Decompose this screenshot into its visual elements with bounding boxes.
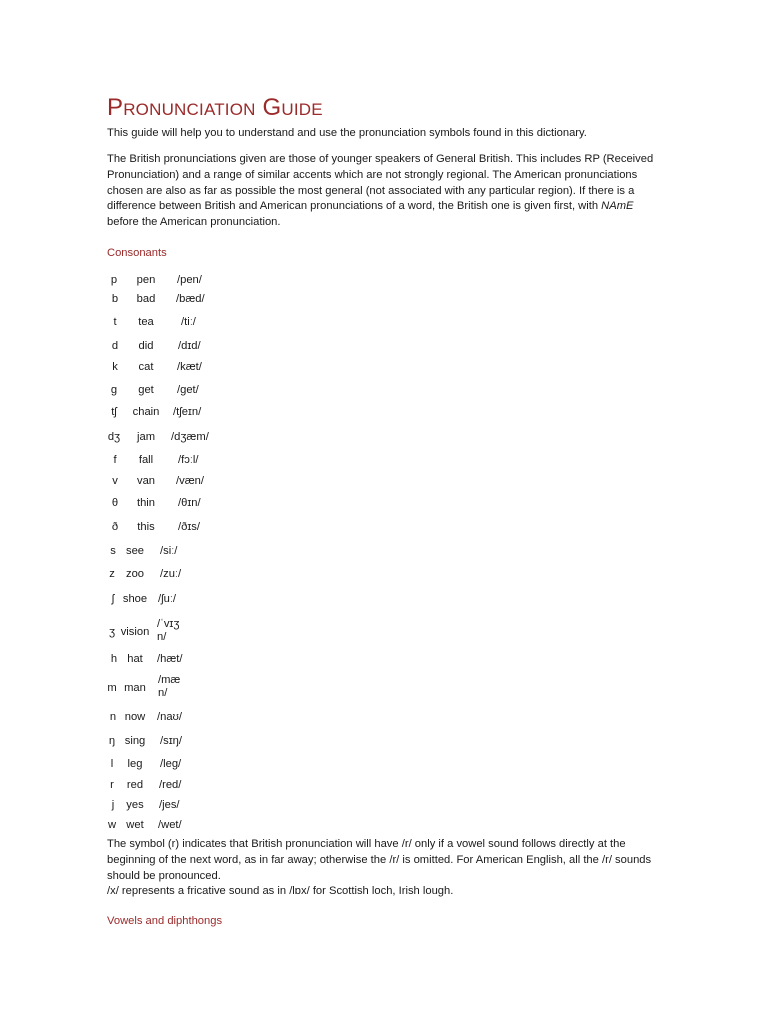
consonant-row [0, 618, 260, 643]
consonant-example-word: yes [126, 799, 144, 811]
consonant-example-word: zoo [125, 568, 145, 580]
consonant-row [0, 521, 260, 541]
consonant-symbol: ð [111, 521, 119, 533]
consonant-transcription: /ʃuː/ [158, 593, 177, 605]
consonant-row [0, 340, 260, 360]
r-symbol-note: The symbol (r) indicates that British pronunciation will have /r/ only if a vowel sound follows directly at the beginning of the next word, as in far away; otherwise the /r/ is omitted. For American English, all the /r/ sounds should be pronounced. [107, 838, 652, 882]
consonant-example-word: thin [136, 497, 156, 509]
consonant-row [0, 568, 260, 588]
consonant-row [0, 545, 260, 565]
consonant-transcription: /ɡet/ [177, 384, 199, 396]
consonant-symbol: v [112, 475, 118, 487]
consonant-row [0, 454, 260, 474]
consonant-row [0, 431, 260, 451]
consonant-row [0, 819, 260, 839]
consonant-symbol: θ [111, 497, 119, 509]
consonant-transcription: /θɪn/ [178, 497, 201, 509]
consonant-transcription: /jes/ [159, 799, 180, 811]
consonant-row [0, 497, 260, 517]
consonant-transcription: /wet/ [158, 819, 182, 831]
consonant-symbol: ɡ [110, 384, 118, 396]
consonant-transcription: /siː/ [160, 545, 178, 557]
consonant-symbol: w [107, 819, 117, 831]
consonant-example-word: this [137, 521, 155, 533]
consonant-row [0, 361, 260, 381]
consonant-symbol: f [113, 454, 117, 466]
consonant-example-word: cat [138, 361, 154, 373]
x-symbol-note: /x/ represents a fricative sound as in /lɒx/ for Scottish loch, Irish lough. [107, 885, 454, 897]
consonant-example-word: jam [136, 431, 156, 443]
consonant-symbol: l [110, 758, 114, 770]
consonant-example-word: sing [124, 735, 146, 747]
consonant-transcription: /tʃeɪn/ [173, 406, 202, 418]
consonant-row [0, 674, 260, 699]
consonant-symbol: d [111, 340, 119, 352]
consonant-symbol: m [107, 682, 117, 694]
consonant-row [0, 475, 260, 495]
consonant-transcription: /mæn/ [158, 674, 181, 699]
consonant-row [0, 293, 260, 313]
consonant-example-word: now [124, 711, 146, 723]
consonant-transcription: /kæt/ [177, 361, 202, 373]
consonant-symbol: ʃ [111, 593, 115, 605]
consonant-symbol: r [110, 779, 114, 791]
consonant-row [0, 758, 260, 778]
name-label: NAmE [601, 200, 634, 213]
consonant-symbol: z [109, 568, 115, 580]
consonant-transcription: /zuː/ [160, 568, 182, 580]
consonant-row [0, 384, 260, 404]
consonant-row [0, 316, 260, 336]
consonants-heading: Consonants [107, 247, 167, 259]
consonant-symbol: j [111, 799, 115, 811]
consonant-transcription: /red/ [159, 779, 182, 791]
consonant-transcription: /leɡ/ [160, 758, 182, 770]
consonant-example-word: bad [136, 293, 156, 305]
consonant-example-word: chain [132, 406, 160, 418]
consonant-example-word: fall [138, 454, 154, 466]
consonant-symbol: tʃ [111, 406, 117, 418]
british-text-after: before the American pronunciation. [107, 216, 281, 229]
consonant-example-word: leg [127, 758, 143, 770]
consonant-row [0, 653, 260, 673]
consonant-symbol: k [112, 361, 118, 373]
consonant-symbol: ʒ [108, 626, 116, 638]
consonant-transcription: /sɪŋ/ [160, 735, 183, 747]
consonant-example-word: shoe [122, 593, 148, 605]
consonant-example-word: pen [136, 274, 156, 286]
british-pronunciation-paragraph [107, 152, 667, 231]
consonant-symbol: t [113, 316, 117, 328]
vowels-heading: Vowels and diphthongs [107, 915, 223, 927]
consonant-row [0, 274, 260, 294]
consonant-transcription: /ˈvɪʒn/ [157, 618, 180, 643]
consonant-example-word: vision [120, 626, 150, 638]
consonant-symbol: n [109, 711, 117, 723]
consonant-row [0, 711, 260, 731]
british-text-before: The British pronunciations given are those of younger speakers of General British. This includes RP (Received Pronunciation) and a range of similar accents which are not strongly regional. The American pronunciations chosen are also as far as possible the most general (not associated with any particular region). If there is a difference between British and American pronunciations of a word, the British one is given first, with [107, 153, 654, 213]
consonant-transcription: /væn/ [176, 475, 204, 487]
consonant-example-word: hat [127, 653, 143, 665]
consonant-example-word: red [126, 779, 144, 791]
consonant-row [0, 799, 260, 819]
consonant-symbol: b [111, 293, 119, 305]
consonant-row [0, 406, 260, 426]
consonant-symbol: s [110, 545, 116, 557]
consonant-symbol: dʒ [107, 431, 121, 443]
consonant-example-word: did [138, 340, 154, 352]
consonant-example-word: tea [138, 316, 154, 328]
consonant-row [0, 593, 260, 613]
consonant-transcription: /ðɪs/ [178, 521, 201, 533]
consonant-row [0, 735, 260, 755]
consonant-example-word: man [124, 682, 146, 694]
consonant-transcription: /fɔːl/ [178, 454, 199, 466]
consonant-transcription: /bæd/ [176, 293, 205, 305]
consonant-transcription: /dʒæm/ [171, 431, 209, 443]
consonant-transcription: /naʊ/ [157, 711, 183, 723]
consonant-transcription: /tiː/ [181, 316, 196, 328]
intro-paragraph: This guide will help you to understand and use the pronunciation symbols found in this dictionary. [107, 127, 587, 139]
consonant-row [0, 779, 260, 799]
consonant-example-word: get [138, 384, 154, 396]
consonant-example-word: wet [126, 819, 144, 831]
consonant-transcription: /dɪd/ [178, 340, 201, 352]
consonant-symbol: p [110, 274, 118, 286]
consonant-example-word: van [136, 475, 156, 487]
consonant-transcription: /hæt/ [157, 653, 183, 665]
page-title: Pronunciation Guide [107, 94, 323, 121]
consonant-symbol: ŋ [108, 735, 116, 747]
consonant-symbol: h [110, 653, 118, 665]
consonant-transcription: /pen/ [177, 274, 202, 286]
consonant-example-word: see [125, 545, 145, 557]
